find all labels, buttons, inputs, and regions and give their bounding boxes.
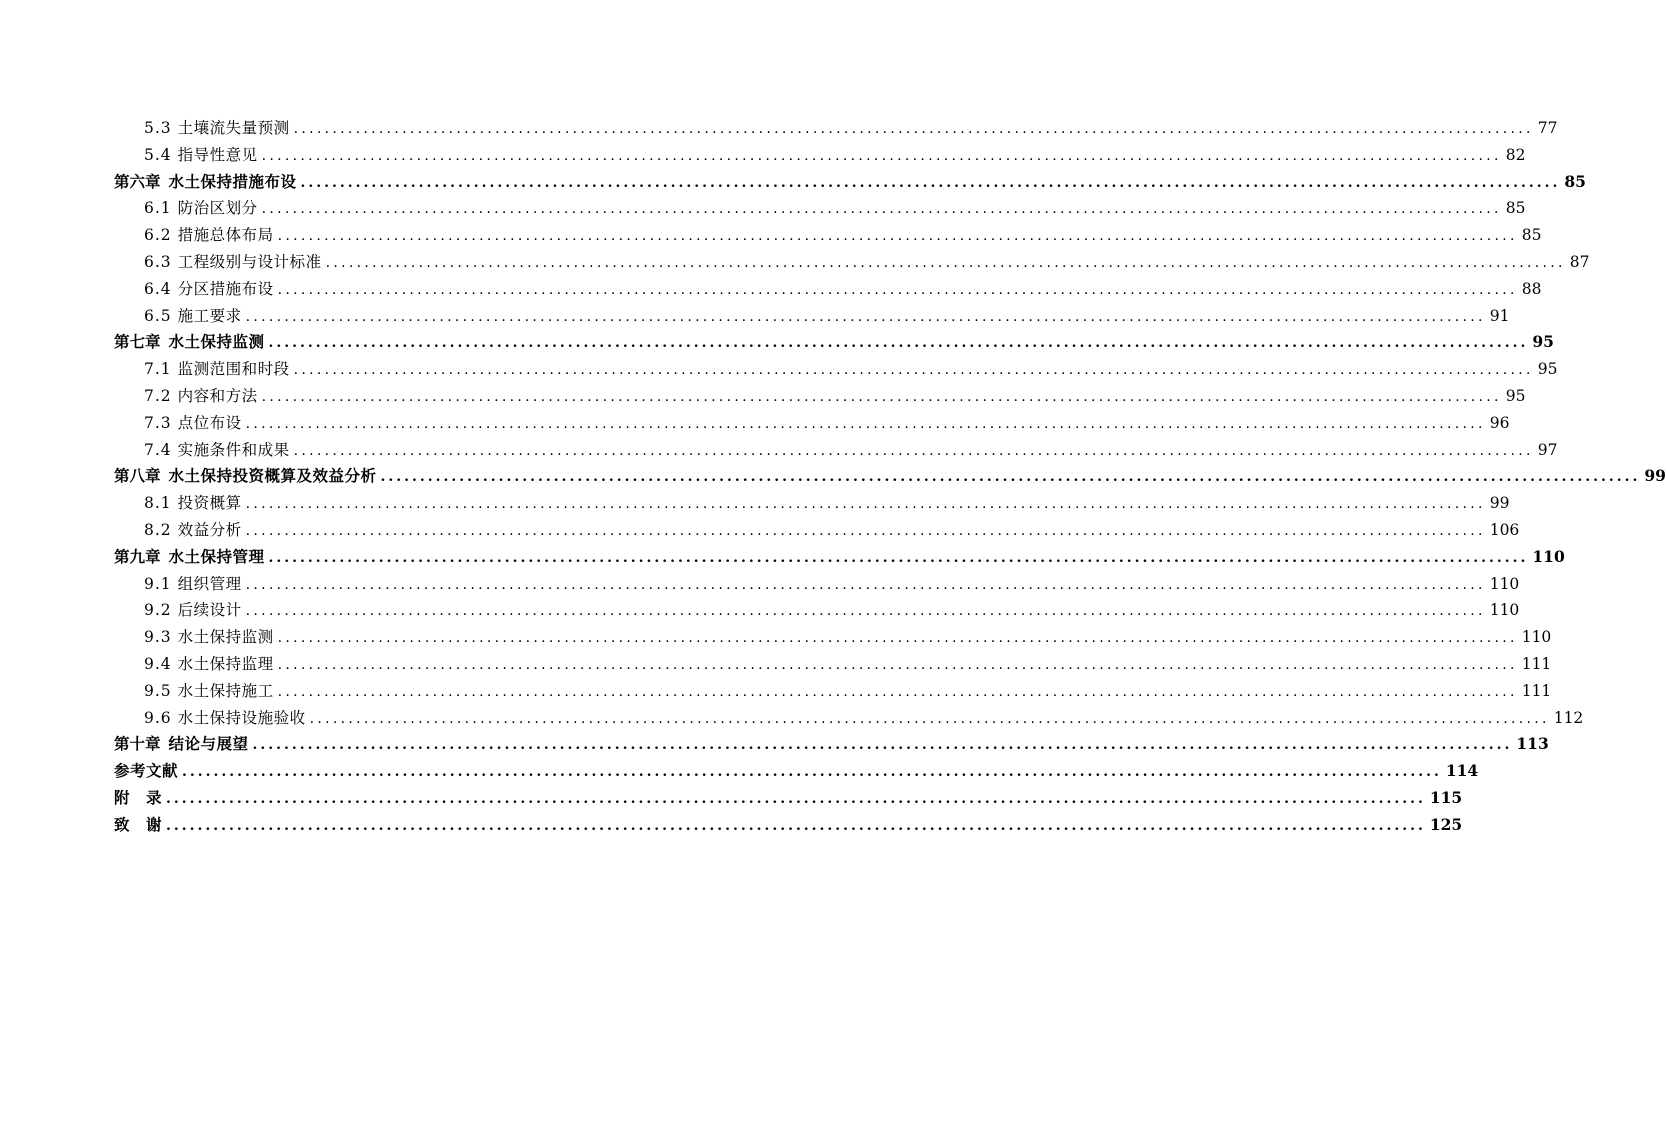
toc-entry-title: 参考文献 xyxy=(114,761,179,781)
dot-leader: ................................................................................................................................................................ xyxy=(293,362,1534,379)
toc-entry-page-number: 110 xyxy=(1489,574,1520,593)
toc-entry-number: 9.1 xyxy=(144,574,172,593)
toc-entry-page-number: 114 xyxy=(1445,761,1479,781)
toc-entry-number: 第九章 xyxy=(114,546,161,566)
dot-leader: ................................................................................................................................................................ xyxy=(245,603,1486,620)
dot-leader: ................................................................................................................................................................ xyxy=(182,764,1442,781)
toc-entry-number: 6.3 xyxy=(144,252,172,271)
toc-entry-page-number: 95 xyxy=(1505,386,1526,405)
toc-entry-page-number: 106 xyxy=(1489,520,1520,539)
dot-leader: ................................................................................................................................................................ xyxy=(293,442,1534,459)
toc-entry-title: 水土保持施工 xyxy=(177,681,274,700)
toc-section-entry[interactable] xyxy=(114,142,1526,169)
toc-entry-number: 7.3 xyxy=(144,413,172,432)
toc-entry-title: 水土保持管理 xyxy=(168,546,265,566)
dot-leader: ................................................................................................................................................................ xyxy=(261,201,1502,218)
toc-section-entry[interactable] xyxy=(114,383,1526,410)
toc-chapter-entry[interactable] xyxy=(114,785,1463,812)
toc-entry-page-number: 95 xyxy=(1537,360,1558,379)
toc-entry-number: 第七章 xyxy=(114,332,161,352)
dot-leader: ................................................................................................................................................................ xyxy=(325,254,1566,271)
dot-leader: ................................................................................................................................................................ xyxy=(245,522,1486,539)
dot-leader: ................................................................................................................................................................ xyxy=(245,576,1486,593)
toc-entry-page-number: 96 xyxy=(1489,413,1510,432)
dot-leader: ................................................................................................................................................................ xyxy=(277,281,1518,298)
toc-entry-title: 附 录 xyxy=(114,787,163,807)
dot-leader: ................................................................................................................................................................ xyxy=(166,790,1426,807)
toc-chapter-entry[interactable] xyxy=(114,329,1554,356)
toc-entry-title: 土壤流失量预测 xyxy=(177,119,290,137)
toc-entry-title: 效益分析 xyxy=(177,520,242,539)
toc-entry-title: 致 谢 xyxy=(114,814,163,834)
toc-entry-page-number: 111 xyxy=(1521,681,1552,700)
toc-entry-page-number: 110 xyxy=(1532,546,1565,566)
toc-entry-number: 9.3 xyxy=(144,628,172,647)
toc-entry-page-number: 82 xyxy=(1505,145,1526,164)
toc-entry-number: 8.1 xyxy=(144,494,172,513)
toc-entry-title: 水土保持监理 xyxy=(177,654,274,673)
toc-entry-number: 6.4 xyxy=(144,279,172,298)
toc-chapter-entry[interactable] xyxy=(114,758,1479,785)
toc-entry-page-number: 115 xyxy=(1429,787,1463,807)
toc-entry-number: 9.6 xyxy=(144,708,172,727)
toc-entry-page-number: 112 xyxy=(1553,708,1584,727)
toc-section-entry[interactable] xyxy=(114,651,1552,678)
toc-entry-title: 措施总体布局 xyxy=(177,226,274,245)
toc-entry-page-number: 110 xyxy=(1489,601,1520,620)
toc-section-entry[interactable] xyxy=(114,276,1542,303)
toc-section-entry[interactable] xyxy=(114,410,1510,437)
toc-entry-title: 分区措施布设 xyxy=(177,279,274,298)
toc-chapter-entry[interactable] xyxy=(114,463,1666,490)
toc-entry-number: 7.4 xyxy=(144,440,172,459)
toc-section-entry[interactable] xyxy=(114,437,1558,464)
toc-entry-page-number: 125 xyxy=(1429,814,1463,834)
toc-section-entry[interactable] xyxy=(114,490,1510,517)
toc-entry-title: 组织管理 xyxy=(177,574,242,593)
dot-leader: ................................................................................................................................................................ xyxy=(277,630,1518,647)
dot-leader: ................................................................................................................................................................ xyxy=(268,549,1529,566)
dot-leader: ................................................................................................................................................................ xyxy=(268,335,1529,352)
toc-entry-title: 水土保持监测 xyxy=(177,628,274,647)
dot-leader: ................................................................................................................................................................ xyxy=(309,710,1550,727)
toc-entry-title: 施工要求 xyxy=(177,306,242,325)
toc-entry-title: 水土保持监测 xyxy=(168,332,265,352)
toc-entry-page-number: 85 xyxy=(1521,226,1542,245)
toc-entry-number: 9.2 xyxy=(144,601,172,620)
dot-leader: ................................................................................................................................................................ xyxy=(245,496,1486,513)
toc-entry-number: 6.2 xyxy=(144,226,172,245)
dot-leader: ................................................................................................................................................................ xyxy=(261,147,1502,164)
toc-entry-title: 水土保持措施布设 xyxy=(168,171,297,191)
dot-leader: ................................................................................................................................................................ xyxy=(261,388,1502,405)
toc-entry-title: 监测范围和时段 xyxy=(177,360,290,379)
toc-entry-page-number: 111 xyxy=(1521,654,1552,673)
dot-leader: ................................................................................................................................................................ xyxy=(277,656,1518,673)
toc-entry-page-number: 88 xyxy=(1521,279,1542,298)
toc-entry-number: 6.5 xyxy=(144,306,172,325)
dot-leader: ................................................................................................................................................................ xyxy=(300,174,1561,191)
toc-entry-page-number: 95 xyxy=(1532,332,1554,352)
toc-section-entry[interactable] xyxy=(114,222,1542,249)
dot-leader: ................................................................................................................................................................ xyxy=(166,817,1426,834)
toc-entry-title: 投资概算 xyxy=(177,494,242,513)
toc-chapter-entry[interactable] xyxy=(114,731,1549,758)
toc-section-entry[interactable] xyxy=(114,195,1526,222)
toc-entry-number: 9.5 xyxy=(144,681,172,700)
toc-section-entry[interactable] xyxy=(114,705,1584,732)
dot-leader: ................................................................................................................................................................ xyxy=(380,469,1641,486)
toc-entry-page-number: 77 xyxy=(1537,119,1558,137)
dot-leader: ................................................................................................................................................................ xyxy=(277,228,1518,245)
toc-entry-page-number: 113 xyxy=(1516,734,1549,754)
toc-entry-number: 6.1 xyxy=(144,199,172,218)
toc-entry-page-number: 99 xyxy=(1489,494,1510,513)
toc-entry-page-number: 99 xyxy=(1644,466,1666,486)
toc-section-entry[interactable] xyxy=(114,356,1558,383)
toc-entry-title: 内容和方法 xyxy=(177,386,258,405)
toc-chapter-entry[interactable] xyxy=(114,169,1586,196)
toc-entry-title: 水土保持投资概算及效益分析 xyxy=(168,466,377,486)
toc-entry-number: 5.4 xyxy=(144,145,172,164)
toc-entry-number: 9.4 xyxy=(144,654,172,673)
toc-chapter-entry[interactable] xyxy=(114,544,1565,571)
toc-entry-number: 7.2 xyxy=(144,386,172,405)
toc-section-entry[interactable] xyxy=(114,115,1558,142)
toc-entry-page-number: 91 xyxy=(1489,306,1510,325)
toc-entry-number: 7.1 xyxy=(144,360,172,379)
toc-section-entry[interactable] xyxy=(114,517,1520,544)
toc-entry-number: 第十章 xyxy=(114,734,161,754)
toc-section-entry[interactable] xyxy=(114,624,1552,651)
toc-section-entry[interactable] xyxy=(114,303,1510,330)
dot-leader: ................................................................................................................................................................ xyxy=(277,683,1518,700)
toc-entry-page-number: 97 xyxy=(1537,440,1558,459)
toc-section-entry[interactable] xyxy=(114,571,1520,598)
toc-entry-number: 第六章 xyxy=(114,171,161,191)
toc-entry-title: 指导性意见 xyxy=(177,145,258,164)
toc-entry-page-number: 85 xyxy=(1505,199,1526,218)
toc-entry-number: 8.2 xyxy=(144,520,172,539)
table-of-contents xyxy=(114,115,1666,839)
toc-entry-number: 5.3 xyxy=(144,119,172,137)
toc-entry-title: 防治区划分 xyxy=(177,199,258,218)
toc-entry-title: 水土保持设施验收 xyxy=(177,708,306,727)
dot-leader: ................................................................................................................................................................ xyxy=(252,737,1513,754)
toc-section-entry[interactable] xyxy=(114,597,1520,624)
toc-section-entry[interactable] xyxy=(114,249,1590,276)
toc-section-entry[interactable] xyxy=(114,678,1552,705)
dot-leader: ................................................................................................................................................................ xyxy=(293,121,1534,137)
toc-entry-title: 结论与展望 xyxy=(168,734,249,754)
toc-entry-page-number: 110 xyxy=(1521,628,1552,647)
toc-entry-page-number: 87 xyxy=(1569,252,1590,271)
toc-entry-title: 工程级别与设计标准 xyxy=(177,252,322,271)
dot-leader: ................................................................................................................................................................ xyxy=(245,308,1486,325)
dot-leader: ................................................................................................................................................................ xyxy=(245,415,1486,432)
toc-entry-title: 点位布设 xyxy=(177,413,242,432)
toc-entry-number: 第八章 xyxy=(114,466,161,486)
toc-entry-title: 实施条件和成果 xyxy=(177,440,290,459)
toc-entry-title: 后续设计 xyxy=(177,601,242,620)
toc-chapter-entry[interactable] xyxy=(114,812,1463,839)
toc-entry-page-number: 85 xyxy=(1564,171,1586,191)
